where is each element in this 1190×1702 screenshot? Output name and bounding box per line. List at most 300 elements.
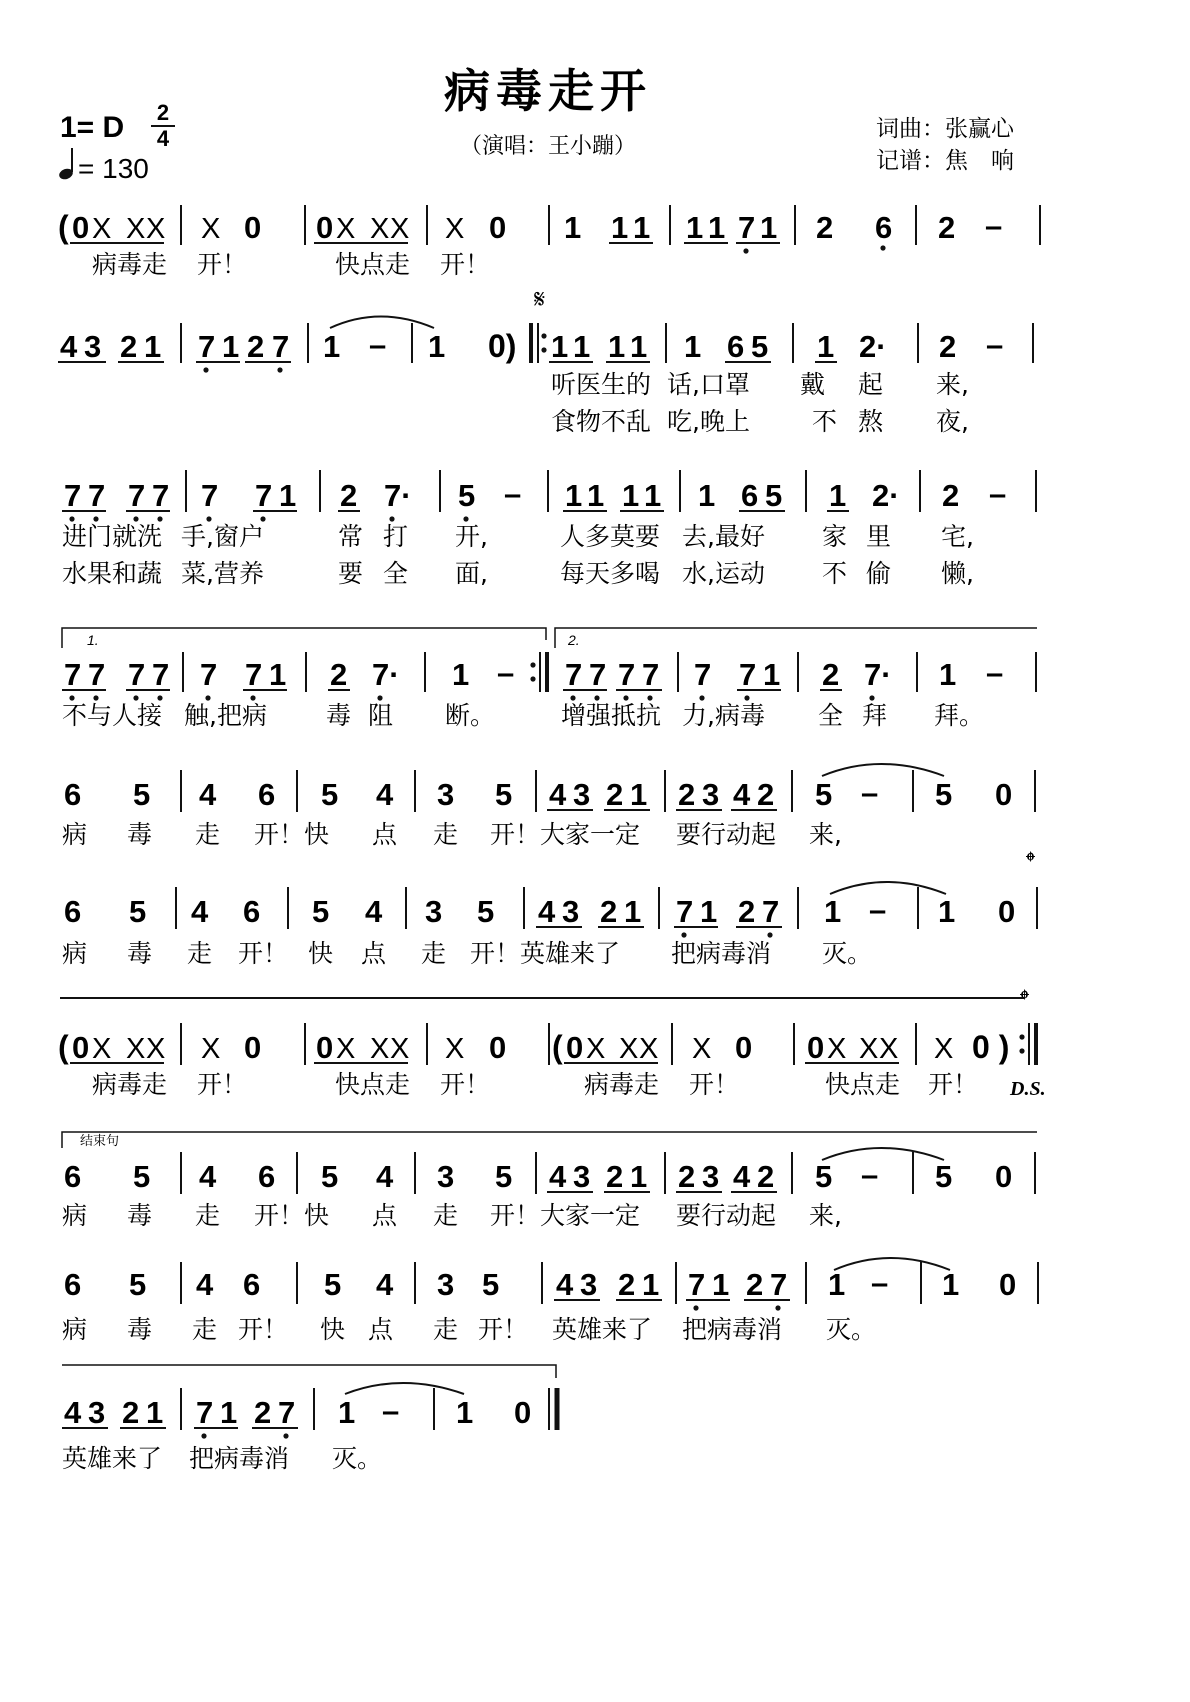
ending-label: 结束句 — [80, 1134, 120, 1149]
svg-text:1: 1 — [763, 657, 781, 692]
svg-text:0: 0 — [244, 210, 262, 245]
svg-text:1: 1 — [633, 210, 651, 245]
lyric-text: 毒 — [127, 1201, 153, 1230]
svg-text:(: ( — [552, 1029, 563, 1065]
svg-text:7: 7 — [770, 1267, 788, 1302]
svg-text:7·: 7· — [384, 478, 412, 513]
lyric-text: 要行动起 — [676, 1201, 777, 1230]
lyric-text: 走 — [187, 939, 213, 968]
svg-text:1: 1 — [622, 478, 640, 513]
svg-text:7: 7 — [762, 894, 780, 929]
svg-text:4: 4 — [556, 1267, 574, 1302]
lyric-text: 家 — [822, 522, 848, 551]
segno-icon: 𝄋 — [534, 285, 546, 315]
svg-text:4: 4 — [376, 1159, 394, 1194]
lyric-text: 点 — [361, 939, 387, 968]
lyric-text: 增强抵抗 — [561, 701, 662, 730]
svg-text:X: X — [390, 1033, 410, 1065]
svg-text:5: 5 — [815, 1159, 833, 1194]
svg-text:2: 2 — [757, 777, 775, 812]
svg-text:2: 2 — [816, 210, 834, 245]
svg-text:0: 0 — [72, 210, 90, 245]
svg-text:0: 0 — [999, 1267, 1017, 1302]
svg-text:6: 6 — [741, 478, 759, 513]
lyric-text: 病毒走 — [584, 1070, 660, 1099]
svg-text:2: 2 — [606, 777, 624, 812]
svg-text:X: X — [445, 213, 465, 245]
lyric-text: 病毒走 — [92, 250, 168, 279]
svg-text:X: X — [336, 213, 356, 245]
singer-line: （演唱：王小蹦） — [459, 134, 637, 159]
lyric-text: 拜。 — [934, 701, 985, 730]
svg-text:6: 6 — [64, 894, 82, 929]
svg-text:1: 1 — [642, 1267, 660, 1302]
svg-text:2: 2 — [330, 657, 348, 692]
tie — [830, 882, 946, 894]
tie — [822, 1148, 944, 1160]
svg-text:–: – — [869, 892, 887, 927]
svg-text:7·: 7· — [372, 657, 400, 692]
svg-text:X: X — [336, 1033, 356, 1065]
tie — [345, 1383, 464, 1394]
svg-text:4: 4 — [733, 777, 751, 812]
lyric-text: 病 — [62, 820, 88, 849]
svg-text:X: X — [126, 1033, 146, 1065]
svg-text:7: 7 — [272, 329, 290, 364]
svg-text:0: 0 — [489, 1030, 507, 1065]
lyric-text: 触,把病 — [184, 701, 267, 730]
svg-text:X: X — [859, 1033, 879, 1065]
lyric-text: 走 — [192, 1315, 218, 1344]
lyric-text: 里 — [866, 522, 892, 551]
svg-text:7: 7 — [618, 657, 636, 692]
svg-text:1: 1 — [708, 210, 726, 245]
svg-text:–: – — [986, 655, 1004, 690]
svg-text:3: 3 — [84, 329, 102, 364]
lyric-text: 阻 — [368, 701, 394, 730]
svg-text:X: X — [201, 1033, 221, 1065]
lyric-text: 来, — [809, 1201, 842, 1230]
lyric-text: 病毒走 — [92, 1070, 168, 1099]
svg-text:7: 7 — [64, 478, 82, 513]
lyric-text: 把病毒消 — [671, 939, 772, 968]
svg-text:0: 0 — [566, 1030, 584, 1065]
svg-text:7: 7 — [201, 478, 219, 513]
lyric-text: 开！ — [440, 250, 491, 279]
svg-text:5: 5 — [133, 1159, 151, 1194]
lyric-text: 英雄来了 — [552, 1315, 653, 1344]
lyric-text: 走 — [433, 1315, 459, 1344]
lyric-text: 断。 — [445, 701, 496, 730]
svg-text:X: X — [370, 1033, 390, 1065]
svg-text:X: X — [146, 1033, 166, 1065]
lyric-text: 病 — [62, 939, 88, 968]
staff-line-9 — [64, 1258, 1038, 1311]
svg-text:0: 0 — [72, 1030, 90, 1065]
svg-text:5: 5 — [321, 1159, 339, 1194]
svg-text:1: 1 — [323, 329, 341, 364]
svg-text:1: 1 — [146, 1395, 164, 1430]
svg-text:1: 1 — [760, 210, 778, 245]
svg-text:X: X — [92, 1033, 112, 1065]
svg-text:1: 1 — [644, 478, 662, 513]
svg-text:4: 4 — [60, 329, 78, 364]
svg-text:1: 1 — [220, 1395, 238, 1430]
svg-text:5: 5 — [765, 478, 783, 513]
lyric-text: 不与人接 — [62, 701, 163, 730]
svg-text:0: 0 — [244, 1030, 262, 1065]
svg-text:7: 7 — [88, 657, 106, 692]
lyric-text: 人多莫要 — [560, 522, 661, 551]
staff-line-10 — [62, 1383, 557, 1439]
svg-text:1: 1 — [587, 478, 605, 513]
svg-text:7: 7 — [245, 657, 263, 692]
svg-text:6: 6 — [64, 1267, 82, 1302]
svg-text:2: 2 — [938, 210, 956, 245]
lyric-text: 快 — [308, 939, 334, 968]
svg-text:X: X — [92, 213, 112, 245]
svg-text:X: X — [619, 1033, 639, 1065]
svg-text:4: 4 — [376, 777, 394, 812]
lyric-text: 走 — [433, 1201, 459, 1230]
svg-text:0: 0 — [998, 894, 1016, 929]
lyric-text: 开！ — [689, 1070, 740, 1099]
lyric-text: 把病毒消 — [682, 1315, 783, 1344]
lyric-text: 点 — [372, 1201, 398, 1230]
svg-text:2: 2 — [822, 657, 840, 692]
svg-text:–: – — [861, 775, 879, 810]
lyric-text: 走 — [421, 939, 447, 968]
lyric-text: 开！ — [197, 250, 248, 279]
lyric-text: 快点走 — [335, 250, 411, 279]
svg-text:5: 5 — [935, 777, 953, 812]
lyric-text: 毒 — [127, 1315, 153, 1344]
svg-text:4: 4 — [376, 1267, 394, 1302]
svg-text:2: 2 — [247, 329, 265, 364]
svg-text:1: 1 — [824, 894, 842, 929]
svg-text:X: X — [692, 1033, 712, 1065]
svg-text:2: 2 — [939, 329, 957, 364]
svg-text:5: 5 — [495, 777, 513, 812]
svg-text:7: 7 — [565, 657, 583, 692]
svg-text:1: 1 — [828, 1267, 846, 1302]
lyric-text: 毒 — [127, 820, 153, 849]
svg-text:5: 5 — [495, 1159, 513, 1194]
time-denominator: 4 — [156, 126, 170, 151]
svg-text:3: 3 — [437, 1267, 455, 1302]
lyric-text: 病 — [62, 1201, 88, 1230]
svg-text:X: X — [586, 1033, 606, 1065]
coda-icon: 𝄌 — [1026, 847, 1035, 877]
svg-text:2: 2 — [678, 1159, 696, 1194]
svg-text:5: 5 — [935, 1159, 953, 1194]
svg-text:(: ( — [58, 1029, 69, 1065]
svg-text:0): 0) — [488, 328, 517, 364]
svg-text:1: 1 — [712, 1267, 730, 1302]
svg-text:1: 1 — [573, 329, 591, 364]
svg-text:7·: 7· — [864, 657, 892, 692]
svg-text:1: 1 — [144, 329, 162, 364]
svg-text:2: 2 — [757, 1159, 775, 1194]
svg-text:3: 3 — [437, 777, 455, 812]
svg-text:X: X — [390, 213, 410, 245]
lyric-text: 灭。 — [826, 1315, 877, 1344]
lyric-text: 来, — [809, 820, 842, 849]
lyric-text: 去,最好 — [682, 522, 765, 551]
lyric-text: 吃,晚上 — [667, 407, 750, 436]
svg-text:0: 0 — [514, 1395, 532, 1430]
lyric-text: 开！大家一定 — [490, 1201, 641, 1230]
svg-text:7: 7 — [694, 657, 712, 692]
volta-2-bracket — [555, 628, 1037, 648]
svg-text:X: X — [370, 213, 390, 245]
svg-text:3: 3 — [437, 1159, 455, 1194]
svg-text:6: 6 — [258, 777, 276, 812]
svg-text:2: 2 — [122, 1395, 140, 1430]
svg-text:7: 7 — [152, 478, 170, 513]
paren-open: ( — [58, 209, 69, 245]
svg-text:4: 4 — [549, 1159, 567, 1194]
lyric-text: 点 — [368, 1315, 394, 1344]
svg-text:5: 5 — [458, 478, 476, 513]
key-label: 1= D — [60, 111, 125, 144]
svg-text:2·: 2· — [872, 478, 900, 513]
svg-text:3: 3 — [425, 894, 443, 929]
svg-text:–: – — [985, 208, 1003, 243]
svg-text:7: 7 — [152, 657, 170, 692]
svg-text:3: 3 — [88, 1395, 106, 1430]
svg-text:4: 4 — [549, 777, 567, 812]
svg-text:7: 7 — [589, 657, 607, 692]
svg-text:3: 3 — [702, 1159, 720, 1194]
svg-text:X: X — [201, 213, 221, 245]
svg-text:3: 3 — [562, 894, 580, 929]
lyric-text: 每天多喝 — [560, 559, 661, 588]
svg-text:5: 5 — [482, 1267, 500, 1302]
lyric-text: 戴 — [800, 370, 826, 399]
lyric-text: 听医生的 — [551, 370, 652, 399]
svg-text:7: 7 — [255, 478, 273, 513]
svg-text:5: 5 — [133, 777, 151, 812]
svg-text:6: 6 — [875, 210, 893, 245]
svg-text:0: 0 — [316, 210, 334, 245]
lyric-text: 点 — [372, 820, 398, 849]
dal-segno-marking: D.S. — [1010, 1078, 1046, 1100]
svg-text:4: 4 — [538, 894, 556, 929]
svg-text:4: 4 — [365, 894, 383, 929]
svg-text:7: 7 — [739, 657, 757, 692]
lyric-text: 来, — [936, 370, 969, 399]
lyric-text: 要行动起 — [676, 820, 777, 849]
svg-text:5: 5 — [129, 1267, 147, 1302]
lyric-text: 力,病毒 — [682, 701, 765, 730]
lyric-text: 水,运动 — [682, 559, 765, 588]
lyric-text: 快点走 — [825, 1070, 901, 1099]
lyric-text: 开！ — [197, 1070, 248, 1099]
tie — [822, 764, 944, 776]
svg-text:–: – — [871, 1265, 889, 1300]
svg-text:5: 5 — [321, 777, 339, 812]
svg-text:1: 1 — [942, 1267, 960, 1302]
svg-text:1: 1 — [564, 210, 582, 245]
svg-text:1: 1 — [684, 329, 702, 364]
lyric-text: 水果和蔬 — [62, 559, 163, 588]
svg-text:6: 6 — [64, 777, 82, 812]
svg-text:0: 0 — [316, 1030, 334, 1065]
svg-text:1: 1 — [222, 329, 240, 364]
svg-text:4: 4 — [199, 1159, 217, 1194]
svg-text:1: 1 — [630, 777, 648, 812]
staff-line-8 — [64, 1148, 1035, 1194]
svg-text:7: 7 — [64, 657, 82, 692]
svg-text:6: 6 — [258, 1159, 276, 1194]
volta-1-bracket — [62, 628, 546, 648]
svg-text:1: 1 — [686, 210, 704, 245]
staff-line-3 — [62, 470, 1036, 522]
svg-text:–: – — [504, 476, 522, 511]
time-numerator: 2 — [156, 100, 170, 125]
ending-bracket — [62, 1132, 1037, 1149]
svg-text:4: 4 — [64, 1395, 82, 1430]
lyric-text: 毒 — [127, 939, 153, 968]
lyric-text: 开！大家一定 — [490, 820, 641, 849]
lyric-text: 开！快 — [254, 820, 330, 849]
tempo-value: = 130 — [78, 153, 149, 184]
svg-text:2: 2 — [254, 1395, 272, 1430]
svg-text:3: 3 — [702, 777, 720, 812]
svg-text:1: 1 — [939, 657, 957, 692]
svg-text:1: 1 — [452, 657, 470, 692]
final-bracket — [62, 1365, 556, 1378]
svg-text:1: 1 — [611, 210, 629, 245]
lyric-text: 面, — [455, 559, 488, 588]
lyric-text: 开！ — [928, 1070, 979, 1099]
lyric-text: 灭。 — [822, 939, 873, 968]
svg-text:2: 2 — [746, 1267, 764, 1302]
lyric-text: 食物不乱 — [551, 407, 652, 436]
lyric-text: 走 — [433, 820, 459, 849]
svg-text:7: 7 — [642, 657, 660, 692]
lyric-text: 常 — [338, 522, 364, 551]
svg-text:X: X — [639, 1033, 659, 1065]
staff-line-2 — [58, 285, 1033, 373]
lyric-text: 快 — [320, 1315, 346, 1344]
svg-text:1: 1 — [269, 657, 287, 692]
svg-text:X: X — [934, 1033, 954, 1065]
transcriber: 记谱：焦 响 — [876, 148, 1014, 174]
svg-text:2: 2 — [942, 478, 960, 513]
svg-text:7: 7 — [128, 657, 146, 692]
svg-text:5: 5 — [477, 894, 495, 929]
svg-text:1: 1 — [700, 894, 718, 929]
lyric-text: 宅, — [941, 522, 974, 551]
svg-text:–: – — [382, 1393, 400, 1428]
lyric-text: 拜 — [862, 701, 888, 730]
key-signature — [60, 100, 175, 151]
svg-text:1: 1 — [698, 478, 716, 513]
lyric-text: 懒, — [941, 559, 974, 588]
svg-text:0: 0 — [995, 1159, 1013, 1194]
tie — [834, 1258, 950, 1270]
svg-text:7: 7 — [200, 657, 218, 692]
svg-text:5: 5 — [751, 329, 769, 364]
coda-icon-2: 𝄌 — [1020, 985, 1029, 1015]
svg-text:7: 7 — [676, 894, 694, 929]
svg-text:1: 1 — [829, 478, 847, 513]
svg-text:7: 7 — [688, 1267, 706, 1302]
svg-text:3: 3 — [573, 1159, 591, 1194]
lyric-text: 偷 — [866, 559, 892, 588]
lyric-text: 灭。 — [332, 1444, 383, 1473]
svg-text:X: X — [445, 1033, 465, 1065]
svg-text:2: 2 — [600, 894, 618, 929]
svg-text:6: 6 — [64, 1159, 82, 1194]
lyric-text: 快点走 — [335, 1070, 411, 1099]
svg-text:1: 1 — [338, 1395, 356, 1430]
svg-text:2: 2 — [340, 478, 358, 513]
svg-text:2: 2 — [738, 894, 756, 929]
svg-text:7: 7 — [88, 478, 106, 513]
lyric-text: 手,窗户 — [181, 522, 264, 551]
svg-text:0: 0 — [807, 1030, 825, 1065]
svg-text:7: 7 — [198, 329, 216, 364]
svg-text:6: 6 — [243, 1267, 261, 1302]
lyric-text: 开！英雄来了 — [470, 939, 621, 968]
lyric-text: 开, — [455, 522, 488, 551]
svg-text:2: 2 — [120, 329, 138, 364]
svg-text:1: 1 — [565, 478, 583, 513]
svg-text:4: 4 — [199, 777, 217, 812]
svg-text:1: 1 — [938, 894, 956, 929]
lyric-text: 把病毒消 — [189, 1444, 290, 1473]
svg-text:0: 0 — [489, 210, 507, 245]
svg-text:3: 3 — [580, 1267, 598, 1302]
svg-text:7: 7 — [196, 1395, 214, 1430]
svg-text:1: 1 — [608, 329, 626, 364]
lyric-text: 开！快 — [254, 1201, 330, 1230]
svg-text:–: – — [861, 1157, 879, 1192]
svg-text:2: 2 — [678, 777, 696, 812]
lyric-text: 全 — [818, 701, 844, 730]
svg-text:2: 2 — [618, 1267, 636, 1302]
svg-text:7: 7 — [278, 1395, 296, 1430]
svg-text:4: 4 — [191, 894, 209, 929]
lyric-text: 菜,营养 — [181, 559, 264, 588]
svg-text:2.: 2. — [568, 632, 580, 648]
staff-line-1 — [58, 205, 1040, 254]
svg-text:5: 5 — [312, 894, 330, 929]
staff-line-6 — [64, 847, 1037, 938]
lyric-text: 不 — [822, 559, 848, 588]
lyric-text: 走 — [195, 1201, 221, 1230]
svg-text:–: – — [497, 655, 515, 690]
lyric-text: 走 — [195, 820, 221, 849]
lyric-text: 起 — [858, 370, 884, 399]
svg-text:4: 4 — [733, 1159, 751, 1194]
svg-text:X: X — [879, 1033, 899, 1065]
svg-text:7: 7 — [738, 210, 756, 245]
svg-text:2: 2 — [606, 1159, 624, 1194]
svg-text:X: X — [126, 213, 146, 245]
svg-text:1: 1 — [624, 894, 642, 929]
svg-text:2·: 2· — [859, 329, 887, 364]
lyric-text: 毒 — [326, 701, 352, 730]
tempo-marking — [58, 148, 149, 184]
lyric-text: 开！ — [478, 1315, 529, 1344]
lyric-text: 打 — [383, 522, 409, 551]
svg-text:–: – — [989, 476, 1007, 511]
svg-text:5: 5 — [815, 777, 833, 812]
